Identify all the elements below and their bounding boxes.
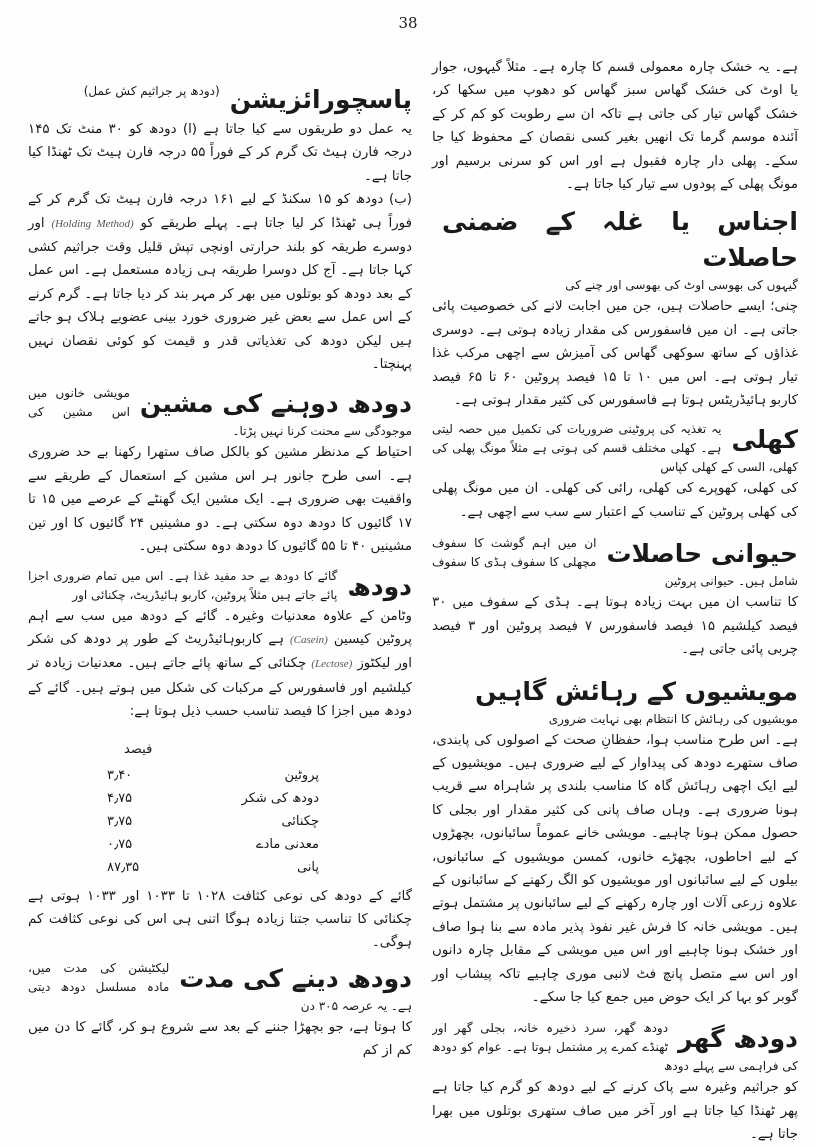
- lactation-heading-note: لیکٹیشن کی مدت میں، مادہ مسلسل دودھ دیتی ہے۔ یہ عرصہ ۳۰۵ دن: [28, 960, 412, 1013]
- oilcake-body: کی کھلی، کھوپرے کی کھلی، رائی کی کھلی۔ ان میں مونگ پھلی کی کھلی پروٹین کے تناسب کے اعتبار سے سب سے اچھی ہے۔: [432, 481, 798, 520]
- lactose-term: (Lectose): [311, 658, 353, 671]
- machine-heading-block: [28, 384, 412, 441]
- page-number: 38: [398, 14, 418, 32]
- section-milk: [28, 567, 412, 955]
- grain-heading-block: [432, 202, 798, 295]
- component-label: دودھ کی شکر: [241, 790, 319, 806]
- animal-heading: حیوانی حاصلات: [606, 539, 798, 569]
- component-value: ۳٫۴۰: [107, 767, 133, 783]
- section-oilcake: [432, 420, 798, 524]
- machine-heading-note: مویشی خانوں میں اس مشین کی موجودگی سے محنت کرنا نہیں پڑتا۔: [28, 386, 412, 439]
- milk-heading-note: گائے کا دودھ بے حد مفید غذا ہے۔ اس میں تمام ضروری اجزا پائے جاتے ہیں مثلاً پروٹین، کاربو ہائیڈریٹ، چکنائی اور: [28, 568, 338, 602]
- pasteurization-p1: یہ عمل دو طریقوں سے کیا جاتا ہے (ا) دودھ کو ۳۰ منٹ تک ۱۴۵ درجہ فارن ہیٹ تک گرم کر کے فوراً ۵۵ درجہ فارن ہیٹ تک ٹھنڈا کیا جاتا ہے۔: [28, 122, 412, 184]
- milkhouse-body: کو جراثیم وغیرہ سے پاک کرنے کے لیے دودھ کو گرم کیا جاتا ہے پھر ٹھنڈا کیا جاتا ہے اور آخر میں صاف ستھری بوتلوں میں بھرا جاتا ہے۔: [432, 1080, 798, 1143]
- lactation-heading: دودھ دینے کی مدت: [179, 963, 412, 993]
- section-housing: [432, 672, 798, 1010]
- composition-footnote: گائے کے دودھ کی نوعی کثافت ۱۰۲۸ تا ۱۰۳۳ اور ۱۰۳۳ ہوتی ہے چکنائی کا تناسب جتنا زیادہ ہوگا اتنی ہی اس کی نوعی کثافت کم ہوگی۔: [28, 888, 413, 951]
- lactation-heading-block: [28, 959, 412, 1016]
- pasteurization-heading: پاسچورائزیشن: [229, 85, 412, 114]
- milk-body: [28, 605, 412, 724]
- milkhouse-heading: دودھ گھر: [678, 1024, 798, 1054]
- fodder-intro-text: ہے۔ یہ خشک چارہ معمولی قسم کا چارہ ہے۔ مثلاً گیہوں، جوار یا اوٹ کی خشک گھاس سبز گھاس کو دھوپ میں سکھا کر، خشک گھاس تیار کی جاتی ہے تاکہ ان سے رطوبت کو کم کر کے آئندہ موسم گرما تک انھیں بغیر کسی نقصان کے محفوظ کیا جا سکے۔ پھلی دار چارہ فقبول ہے اور اس کو سرنی برسیم اور مونگ پھلی کے پودوں سے تیار کیا جاتا ہے۔: [432, 60, 798, 193]
- section-fodder-intro: [432, 56, 798, 196]
- pasteurization-p2: [28, 188, 412, 376]
- component-label: پروٹین: [284, 767, 319, 783]
- table-row: [106, 856, 320, 879]
- casein-term: (Casein): [289, 633, 328, 646]
- section-milking-machine: [28, 384, 412, 558]
- section-milk-house: [432, 1019, 798, 1146]
- housing-heading-block: [432, 672, 798, 729]
- section-lactation-period: [28, 959, 412, 1063]
- milkhouse-heading-block: [432, 1019, 798, 1076]
- housing-heading: مویشیوں کے رہائش گاہیں: [475, 676, 798, 706]
- section-pasteurization: [28, 80, 412, 376]
- animal-heading-note: ان میں اہم گوشت کا سفوف مچھلی کا سفوف ہڈی کا سفوف شامل ہیں۔ حیوانی پروٹین: [432, 536, 798, 589]
- pasteurization-p2-a: (ب) دودھ کو ۱۵ سکنڈ کے لیے ۱۶۱ درجہ فارن ہیٹ تک گرم کر کے فوراً ہی ٹھنڈا کر لیا جاتا ہے۔ پہلے طریقے کو: [28, 192, 412, 231]
- grain-heading-note: گیہوں کی بھوسی اوٹ کی بھوسی اور چنے کی: [565, 278, 798, 293]
- table-row: [106, 833, 320, 856]
- table-row: [106, 764, 320, 787]
- grain-body: چنی؛ ایسے حاصلات ہیں، جن میں اجابت لانے کی خصوصیت پائی جاتی ہے۔ ان میں فاسفورس کی مقدار زیادہ ہوتی ہے۔ دوسری غذاؤں کے ساتھ سوکھی گھاس کی آمیزش سے اچھی مرکب غذا تیار ہوتی ہے۔ اس میں ۱۰ تا ۱۵ فیصد پروٹین ۶۰ تا ۶۵ فیصد کاربو ہائیڈریٹس ہوتا ہے فاسفورس کی کثیر مقدار ہوتی ہے۔: [432, 299, 798, 409]
- section-grain-byproducts: [432, 202, 798, 412]
- component-label: معدنی مادے: [256, 836, 319, 852]
- milk-heading: دودھ: [347, 571, 412, 601]
- milkhouse-heading-note: دودھ گھر، سرد ذخیرہ خانہ، بجلی گھر اور ٹھنڈے کمرے پر مشتمل ہوتا ہے۔ عوام کو دودھ کی فراہمی سے پہلے دودھ: [432, 1021, 798, 1074]
- left-column: [28, 80, 412, 1063]
- oilcake-heading: کھلی: [731, 425, 798, 455]
- composition-label-header: [170, 738, 320, 764]
- component-value: ۰٫۷۵: [107, 836, 133, 852]
- lactation-body: کا ہوتا ہے، جو بچھڑا جننے کے بعد سے شروع ہو کر، گائے کا دن میں کم از کم: [28, 1019, 412, 1059]
- component-value: ۳٫۷۵: [107, 813, 133, 829]
- right-column: [432, 56, 798, 1147]
- component-label: پانی: [296, 859, 319, 875]
- milk-body-a: وٹامن کے علاوہ معدنیات وغیرہ۔ گائے کے دودھ میں سب سے اہم پروٹین کیسین: [28, 608, 412, 647]
- oilcake-heading-note: یہ تغذیہ کی پروٹینی ضروریات کی تکمیل میں حصہ لیتی ہے۔ کھلی مختلف قسم کی ہوتی ہے مثلاً مونگ پھلی کی کھلی، السی کے کھلی کپاس: [432, 422, 798, 475]
- composition-percent-header: فیصد: [124, 741, 153, 757]
- composition-header-row: [106, 738, 320, 764]
- pasteurization-heading-block: [28, 80, 412, 118]
- machine-heading: دودھ دوہنے کی مشین: [139, 389, 412, 419]
- oilcake-heading-block: [432, 420, 798, 477]
- component-value: ۴٫۷۵: [107, 790, 133, 806]
- milk-heading-block: [28, 567, 412, 605]
- holding-method-term: (Holding Method): [51, 217, 134, 230]
- machine-body: احتیاط کے مدنظر مشین کو بالکل صاف ستھرا رکھنا بے حد ضروری ہے۔ اسی طرح جانور ہر اس مشین کے استعمال کے طریقے سے واقفیت بھی ضروری ہے۔ ایک مشین ایک گھنٹے کے عرصے میں ۱۵ تا ۱۷ گائیوں کا دودھ دوہ سکتی ہے۔ دو مشینیں ۲۴ گائیوں کا اور تین مشینیں ۴۰ تا ۵۵ گائیوں کا دودھ دوہ سکتی ہیں۔: [28, 445, 412, 555]
- table-row: [106, 787, 320, 810]
- housing-body: ہے۔ اس طرح مناسب ہوا، حفظانِ صحت کے اصولوں کی پابندی، صاف ستھرے دودھ کی پیداوار کے لیے ضروری ہیں۔ مویشیوں کے لیے ایک اچھی رہائش گاہ کا مناسب بلندی پر شاہراہ سے قریب ہونا ضروری ہے۔ وہاں صاف پانی کی کثیر مقدار اور بجلی کا حصول ممکن ہونا چاہیے۔ مویشی خانے عموماً سائبانوں، بچھڑوں کے لیے احاطوں، بچھڑے خانوں، کمسن مویشیوں کے سائبانوں، بیلوں کے لیے سائبانوں اور مویشیوں کو الگ رکھنے کے سائبانوں کے علاوہ زرعی آلات اور چارہ رکھنے کے لیے سائبانوں پر مشتمل ہوتے ہیں۔ مویشی خانہ کا فرش غیر نفوذ پذیر مادہ سے بنا ہوا صاف اور خشک ہونا چاہیے اور اس میں مویشی کے مقابل چارہ دانوں اور اس سے متصل پانچ فٹ لانبی موری چاہیے تاکہ پیشاب اور گوبر کو بہا کر ایک حوض میں جمع کیا جا سکے۔: [432, 732, 798, 1005]
- component-value: ۸۷٫۳۵: [107, 859, 140, 875]
- grain-heading: اجناس یا غلہ کے ضمنی حاصلات: [442, 207, 798, 273]
- component-label: چکنائی: [281, 813, 319, 829]
- housing-heading-note: مویشیوں کی رہائش کا انتظام بھی نہایت ضروری: [548, 711, 798, 726]
- milk-composition-table: [106, 738, 320, 879]
- table-row: [106, 810, 320, 833]
- milk-body-c: چکنائی کے ساتھ پائے جاتے ہیں۔ معدنیات زیادہ تر کیلشیم اور فاسفورس کے مرکبات کی شکل میں ہوتے ہیں۔ گائے کے دودھ میں اجزا کا فیصد تناسب حسب ذیل ہوتا ہے:: [28, 656, 412, 720]
- milk-body-b: ہے کاربوہائیڈریٹ کے طور پر دودھ کی شکر اور لیکٹوز: [28, 631, 412, 672]
- section-animal-products: [432, 534, 798, 661]
- animal-heading-block: [432, 534, 798, 591]
- pasteurization-subtitle: (دودھ پر جراثیم کش عمل): [83, 84, 220, 98]
- animal-body: کا تناسب ان میں بہت زیادہ ہوتا ہے۔ ہڈی کے سفوف میں ۳۰ فیصد کیلشیم ۱۵ فیصد فاسفورس ۷ فیصد پروٹین اور ۳ فیصد چربی پائی جاتی ہے۔: [432, 595, 798, 658]
- pasteurization-p2-b: اور دوسرے طریقہ کو بلند حرارتی اونچی تپش قلیل وقت جراثیم کشی کہا جاتا ہے۔ آج کل دوسرا طریقہ ہی زیادہ مستعمل ہے۔ اس عمل کے بعد دودھ کو بوتلوں میں بھر کر مہر بند کر دیا جاتا ہے۔ گرم کرنے کے اس عمل سے بعض غیر ضروری خورد بینی عضویے ہلاک ہو جاتے ہیں لیکن دودھ کی تغذیاتی قدر و قیمت کو کوئی نقصان نہیں پہنچتا۔: [28, 215, 412, 373]
